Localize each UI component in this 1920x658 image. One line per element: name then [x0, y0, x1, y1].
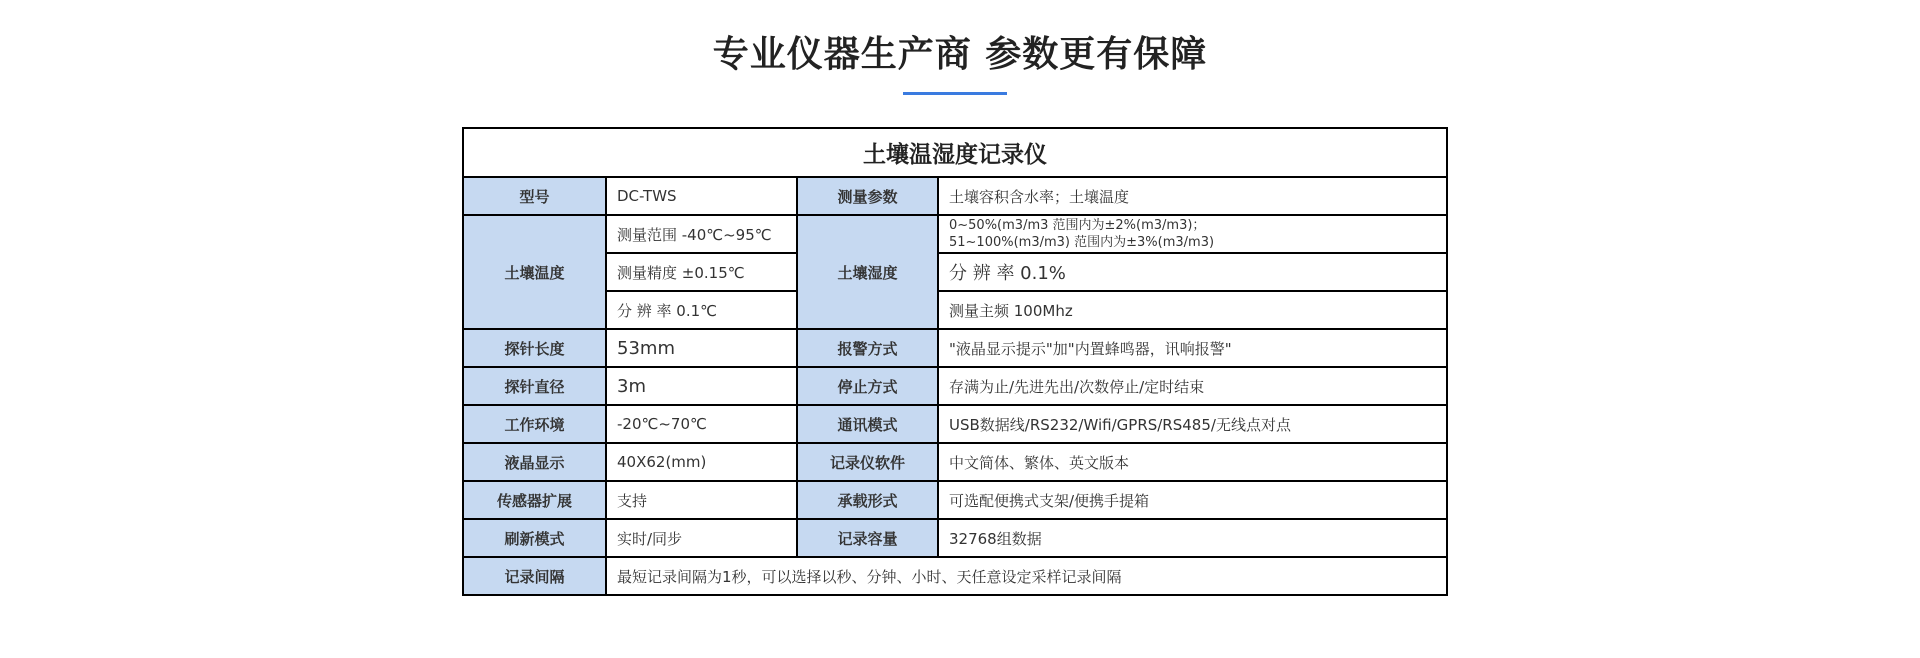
value-probe-diameter: 3m: [606, 367, 797, 405]
label-refresh: 刷新模式: [463, 519, 606, 557]
value-temp-range: 测量范围 -40℃~95℃: [606, 215, 797, 253]
value-lcd: 40X62(mm): [606, 443, 797, 481]
value-temp-accuracy: 测量精度 ±0.15℃: [606, 253, 797, 291]
page-heading: 专业仪器生产商 参数更有保障: [712, 34, 1208, 75]
value-comm: USB数据线/RS232/Wifi/GPRS/RS485/无线点对点: [938, 405, 1447, 443]
table-row: [463, 519, 1447, 557]
value-sensor-ext: 支持: [606, 481, 797, 519]
label-soil-temp: 土壤温度: [463, 215, 606, 329]
label-interval: 记录间隔: [463, 557, 606, 595]
value-carry: 可选配便携式支架/便携手提箱: [938, 481, 1447, 519]
table-row: [463, 329, 1447, 367]
hum-acc-line-2: 51~100%(m3/m3) 范围内为±3%(m3/m3): [949, 235, 1215, 250]
heading-underline: [903, 92, 1007, 95]
value-hum-resolution: 分 辨 率 0.1%: [938, 253, 1447, 291]
value-params: 土壤容积含水率；土壤温度: [938, 177, 1447, 215]
value-capacity: 32768组数据: [938, 519, 1447, 557]
value-environment: -20℃~70℃: [606, 405, 797, 443]
label-alarm: 报警方式: [797, 329, 938, 367]
label-probe-length: 探针长度: [463, 329, 606, 367]
label-soil-humidity: 土壤湿度: [797, 215, 938, 329]
value-model: DC-TWS: [606, 177, 797, 215]
label-carry: 承载形式: [797, 481, 938, 519]
label-capacity: 记录容量: [797, 519, 938, 557]
table-row: [463, 443, 1447, 481]
value-refresh: 实时/同步: [606, 519, 797, 557]
hum-acc-line-1: 0~50%(m3/m3 范围内为±2%(m3/m3)；: [949, 218, 1206, 233]
value-alarm: "液晶显示提示"加"内置蜂鸣器，讯响报警": [938, 329, 1447, 367]
value-interval: 最短记录间隔为1秒，可以选择以秒、分钟、小时、天任意设定采样记录间隔: [606, 557, 1447, 595]
value-probe-length: 53mm: [606, 329, 797, 367]
table-row: [463, 367, 1447, 405]
label-environment: 工作环境: [463, 405, 606, 443]
label-params: 测量参数: [797, 177, 938, 215]
value-hum-frequency: 测量主频 100Mhz: [938, 291, 1447, 329]
table-row: [463, 557, 1447, 595]
label-software: 记录仪软件: [797, 443, 938, 481]
table-row: [463, 253, 1447, 291]
table-title: 土壤温湿度记录仪: [463, 128, 1447, 177]
value-software: 中文简体、繁体、英文版本: [938, 443, 1447, 481]
label-sensor-ext: 传感器扩展: [463, 481, 606, 519]
label-lcd: 液晶显示: [463, 443, 606, 481]
table-row: [463, 291, 1447, 329]
table-row: [463, 177, 1447, 215]
label-probe-diameter: 探针直径: [463, 367, 606, 405]
label-model: 型号: [463, 177, 606, 215]
table-row: [463, 481, 1447, 519]
label-comm: 通讯模式: [797, 405, 938, 443]
table-row: [463, 215, 1447, 253]
spec-table: [462, 127, 1448, 596]
value-temp-resolution: 分 辨 率 0.1℃: [606, 291, 797, 329]
table-row: [463, 405, 1447, 443]
value-stop-mode: 存满为止/先进先出/次数停止/定时结束: [938, 367, 1447, 405]
label-stop-mode: 停止方式: [797, 367, 938, 405]
value-hum-accuracy: [938, 215, 1447, 253]
